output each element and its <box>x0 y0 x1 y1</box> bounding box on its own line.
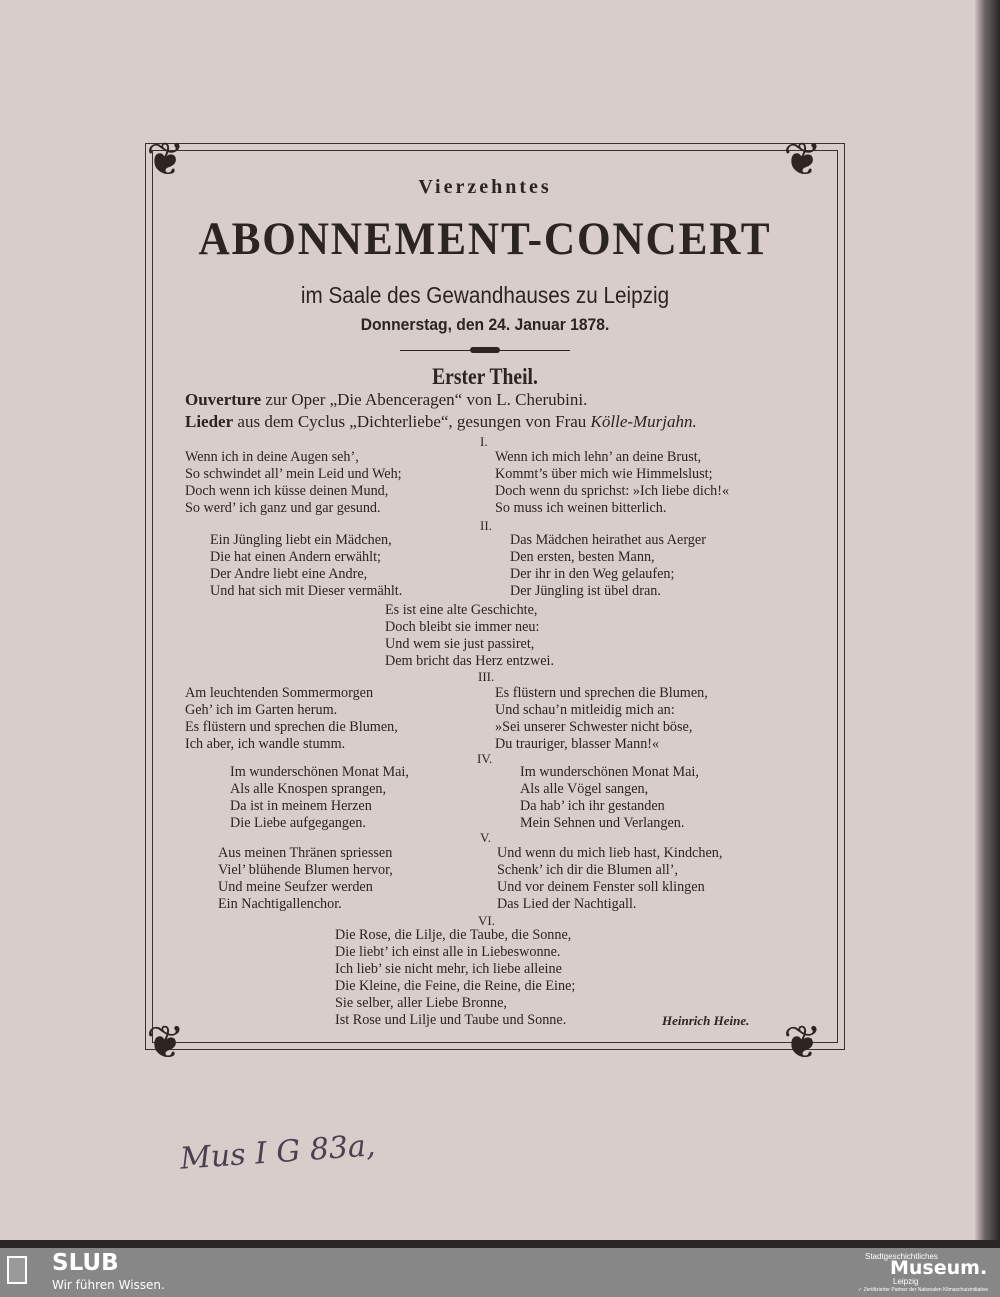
verse-line: Geh’ ich im Garten herum. <box>185 702 338 718</box>
verse-line: Aus meinen Thränen spriessen <box>218 845 393 861</box>
song-number: I. <box>480 434 488 449</box>
verse-line: Wenn ich mich lehn’ an deine Brust, <box>495 449 702 465</box>
corner-ornament-icon: ❦ <box>146 1017 185 1068</box>
slub-logo[interactable]: SLUB <box>52 1250 119 1276</box>
verse-line: Du trauriger, blasser Mann!« <box>495 736 660 752</box>
verse-line: Es flüstern und sprechen die Blumen, <box>185 719 398 735</box>
verse-line: Es ist eine alte Geschichte, <box>385 602 538 618</box>
program-label: Lieder <box>185 412 234 431</box>
museum-certification: ✓ Zertifizierter Partner der Nationalen Klimaschutzinitiative <box>858 1287 989 1293</box>
program-text: aus dem Cyclus „Dichterliebe“, gesungen von Frau <box>233 412 591 431</box>
corner-ornament-icon: ❦ <box>783 134 822 185</box>
author-signature: Heinrich Heine. <box>662 1013 750 1028</box>
verse-line: Ich lieb’ sie nicht mehr, ich liebe alleine <box>335 961 562 977</box>
program-item-overture <box>185 390 587 410</box>
stanza <box>185 685 398 753</box>
verse-line: Und schau’n mitleidig mich an: <box>495 702 675 718</box>
concert-ordinal: Vierzehntes <box>418 176 552 198</box>
stanza <box>520 764 699 832</box>
verse-line: Und wenn du mich lieb hast, Kindchen, <box>497 845 723 861</box>
slub-logo-icon <box>7 1256 27 1284</box>
verse-line: Als alle Vögel sangen, <box>520 781 649 797</box>
slub-tagline: Wir führen Wissen. <box>52 1278 165 1292</box>
verse-line: Im wunderschönen Monat Mai, <box>230 764 409 780</box>
program-label: Ouverture <box>185 390 262 409</box>
program-item-lieder <box>185 412 697 432</box>
verse-line: Schenk’ ich dir die Blumen all’, <box>497 862 678 878</box>
stanza <box>218 845 393 913</box>
verse-line: Den ersten, besten Mann, <box>510 549 655 565</box>
verse-line: Am leuchtenden Sommermorgen <box>185 685 374 701</box>
verse-line: So werd’ ich ganz und gar gesund. <box>185 500 381 516</box>
verse-line: Da hab’ ich ihr gestanden <box>520 798 665 814</box>
verse-line: Mein Sehnen und Verlangen. <box>520 815 685 831</box>
stanza <box>185 449 402 517</box>
verse-line: Es flüstern und sprechen die Blumen, <box>495 685 708 701</box>
museum-city: Leipzig <box>893 1277 919 1286</box>
song-number: IV. <box>477 751 493 766</box>
verse-line: Ich aber, ich wandle stumm. <box>185 736 346 752</box>
stanza <box>210 532 402 600</box>
verse-line: Ein Nachtigallenchor. <box>218 896 342 912</box>
verse-line: Und meine Seufzer werden <box>218 879 373 895</box>
verse-line: Dem bricht das Herz entzwei. <box>385 653 554 669</box>
stanza <box>495 449 729 517</box>
verse-line: So schwindet all’ mein Leid und Weh; <box>185 466 402 482</box>
concert-venue: im Saale des Gewandhauses zu Leipzig <box>300 282 670 308</box>
stanza <box>510 532 706 600</box>
corner-ornament-icon: ❦ <box>146 134 185 185</box>
stanza <box>495 685 708 753</box>
concert-date: Donnerstag, den 24. Januar 1878. <box>360 315 610 334</box>
singer-name: Kölle-Murjahn. <box>590 412 697 431</box>
verse-line: So muss ich weinen bitterlich. <box>495 500 667 516</box>
verse-line: Und hat sich mit Dieser vermählt. <box>210 583 403 599</box>
verse-line: Das Lied der Nachtigall. <box>497 896 637 912</box>
scan-edge <box>975 0 1000 1240</box>
song-number: V. <box>480 830 491 845</box>
corner-ornament-icon: ❦ <box>783 1017 822 1068</box>
verse-line: Viel’ blühende Blumen hervor, <box>218 862 393 878</box>
verse-line: »Sei unserer Schwester nicht böse, <box>495 719 693 735</box>
song-number: II. <box>480 518 492 533</box>
song-number: III. <box>478 669 495 684</box>
verse-line: Ist Rose und Lilje und Taube und Sonne. <box>335 1012 567 1028</box>
verse-line: Und vor deinem Fenster soll klingen <box>497 879 705 895</box>
handwritten-shelfmark: Mus I G 83a, <box>179 1128 377 1177</box>
verse-line: Und wem sie just passiret, <box>385 636 535 652</box>
verse-line: Sie selber, aller Liebe Bronne, <box>335 995 507 1011</box>
verse-line: Der Andre liebt eine Andre, <box>210 566 368 582</box>
divider-ornament <box>470 347 500 353</box>
verse-line: Die liebt’ ich einst alle in Liebeswonne. <box>335 944 561 960</box>
stanza <box>385 602 554 670</box>
verse-line: Die Kleine, die Feine, die Reine, die Eine; <box>335 978 576 994</box>
verse-line: Das Mädchen heirathet aus Aerger <box>510 532 706 548</box>
program-text: zur Oper „Die Abenceragen“ von L. Cherubini. <box>261 390 588 409</box>
verse-line: Ein Jüngling liebt ein Mädchen, <box>210 532 392 548</box>
footer-bar <box>0 1248 1000 1297</box>
concert-title: ABONNEMENT-CONCERT <box>198 213 772 265</box>
verse-line: Die Rose, die Lilje, die Taube, die Sonne, <box>335 927 572 943</box>
verse-line: Doch wenn ich küsse deinen Mund, <box>185 483 389 499</box>
stanza <box>497 845 722 913</box>
verse-line: Doch wenn du sprichst: »Ich liebe dich!« <box>495 483 730 499</box>
verse-line: Kommt’s über mich wie Himmelslust; <box>495 466 713 482</box>
verse-line: Der Jüngling ist übel dran. <box>510 583 661 599</box>
verse-line: Im wunderschönen Monat Mai, <box>520 764 699 780</box>
verse-line: Die hat einen Andern erwählt; <box>210 549 381 565</box>
verse-line: Doch bleibt sie immer neu: <box>385 619 540 635</box>
verse-line: Als alle Knospen sprangen, <box>230 781 387 797</box>
museum-logo[interactable]: Museum. <box>890 1257 988 1279</box>
stanza <box>335 927 575 1029</box>
verse-line: Der ihr in den Weg gelaufen; <box>510 566 675 582</box>
verse-line: Die Liebe aufgegangen. <box>230 815 366 831</box>
part-title: Erster Theil. <box>432 364 538 389</box>
museum-pre: Stadtgeschichtliches <box>865 1252 938 1261</box>
song-number: VI. <box>478 913 495 928</box>
verse-line: Wenn ich in deine Augen seh’, <box>185 449 359 465</box>
stanza <box>230 764 409 832</box>
verse-line: Da ist in meinem Herzen <box>230 798 372 814</box>
